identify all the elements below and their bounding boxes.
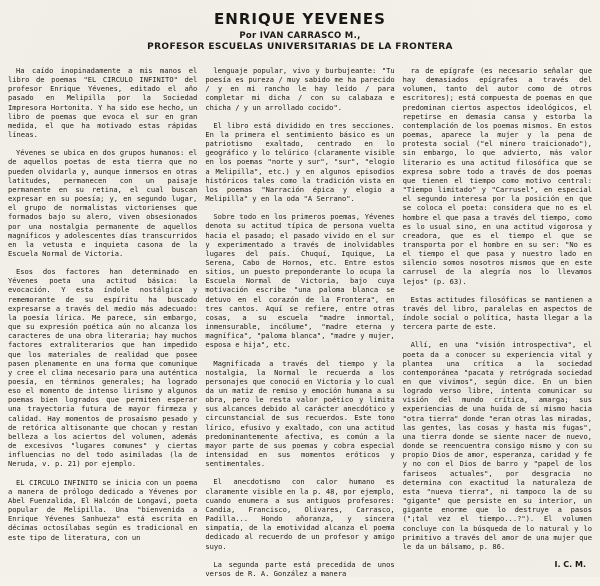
paragraph: lenguaje popular, vivo y burbujeante: "Tu poesía es pureza / muy sabido me ha parecido / y en mi rancho le hay leído / para completar mi dicha / con su calabaza e chicha / y un arrollado cocido". [205,66,395,112]
author-position: PROFESOR ESCUELAS UNIVERSITARIAS DE LA FRONTERA [147,42,453,52]
paragraph: Allí, en una "visión introspectiva", el poeta da a conocer su experiencia vital y plantea una crítica a la sociedad contemporánea "pacata y retrógrada sociedad en que vivimos", según dice. En un bien logrado verso libre, intenta comunicar su visión del mundo crítica, amarga; sus experiencias de una huida de sí mismo hacia "otra tierra" donde "eran otras las miradas, las gentes, las cosas y hasta mis fugas", una tierra donde se siente nacer de nuevo, donde se reencuentra consigo mismo y con su propio Dios de amor, esperanza, caridad y fe y no con el Dios de barro y "papel de los fariseos actuales", por desgracia no determina con exactitud la naturaleza de esta "nueva tierra", ni tampoco la de su "gigante" que persiste en su interior, un gigante enorme que lo destruye a pasos ("¡tal vez el tiempo...?"). El volumen concluye con la búsqueda de lo natural y lo primitivo a través del amor de una mujer que le da un bálsamo, p. 86. [402,340,592,551]
author-signature: I. C. M. [554,559,586,569]
article-header [8,10,592,52]
paragraph: Esos dos factores han determinado en Yévenes poeta una actitud básica: la evocación. Y esta índole nostálgica y rememorante de su espíritu ha buscado expresarse a través del medio más adecuado: la poesía lírica. Me parece, sin embargo, que su expresión poética aún no alcanza los caracteres de una obra literaria; hay muchos factores extraliterarios que han impedido que los materiales de realidad que posee pasen plenamente en una forma que comunique y cree el clima necesario para una auténtica poesía, en términos generales; ha logrado eso el momento de intenso lirismo y algunos poemas bien logrados que permiten esperar una trayectoria futura de mayor firmeza y calidad. Hay momentos de prosaísmo pesado y de retórica altisonante que chocan y restan belleza a los aciertos del volumen, además de excesivos "lugares comunes" y ciertas influencias no del todo asimiladas (la de Neruda, v. p. 21) por ejemplo. [8,267,198,469]
article-byline: Por IVAN CARRASCO M., [239,31,361,41]
paragraph: El anecdotismo con calor humano es claramente visible en la p. 48, por ejemplo, cuando enumera a sus antiguos profesores: Candia, Francisco, Olivares, Carrasco, Padilla... Hondo añoranza, y sincera simpatía, de la emotividad alcanza el poema dedicado al recuerdo de un profesor y amigo suyo. [205,477,395,551]
paragraph: Magnificada a través del tiempo y la nostalgia, la Normal le recuerda a los personajes que conoció en Victoria y lo cual da un matiz de remiso y emoción humana a su obra, pero le resta valor poético y limita sus alcances debido al carácter anecdótico y circunstancial de sus recuerdos. Este tono lírico, efusivo y exaltado, con una actitud predominantemente afectiva, es común a la mayor parte de sus poemas y cobra especial intensidad en sus momentos eróticos y sentimentales. [205,358,395,469]
article-body [8,66,592,586]
text-column-2 [205,66,394,586]
paragraph: Estas actitudes filosóficas se mantienen a través del libro, paralelas en aspectos de índole social o política, hasta llegar a la tercera parte de este. [402,294,592,332]
paragraph: ra de epígrafe (es necesario señalar que hay demasiados epígrafes a través del volumen, tanto del autor como de otros escritores); está compuesta de poemas en que predominan ciertos aspectos ideológicos, el repetirse en demasía cansa y estorba la contemplación de los poemas mismos. En estos poemas, aparece la mujer y la pena de protesta social ("el minero traicionado"), sin embargo, lo que advierto, más valor literario es una actitud filosófica que se expresa sobre todo a través de dos poemas que tienen el tiempo como motivo central: "Tiempo limitado" y "Carrusel", en especial el segundo interesa por la posición en que se coloca el poeta: considera que no es el hombre el que pasa a través del tiempo, como es lo usual sino, en una actitud vigorosa y creadora, que es el tiempo el que se transporta por el hombre en su ser: "No es el tiempo el que pasa y nuestro lado en silencio somos nosotros mismos que en este carrusel de la alegría nos lo llevamos lejos" (p. 63). [402,66,592,286]
paragraph: El libro está dividido en tres secciones. En la primera el sentimiento básico es un patriotismo exaltado, centrado en lo geográfico y lo telúrico (claramente visible en los poemas "norte y sur", "sur", "elogio a Melipilla", etc.) y en algunos episodios históricos tales como la tradición vista en los poemas "Narración épica y elogio a Melipilla" y en la oda "A Serrano". [205,120,395,204]
paragraph: Ha caído inopinadamente a mis manos el libro de poemas "EL CIRCULO INFINITO" del profesor Enrique Yévenes, editado el año pasado en Melipilla por la Sociedad Impresora Hortonita. Y ha sido ese hecho, un libro de poemas que evoca el sur en gran medida, el que ha motivado estas rápidas líneas. [8,66,198,140]
paragraph: La segunda parte está precedida de unos versos de R. A. González a manera [205,559,395,578]
paragraph: Yévenes se ubica en dos grupos humanos: el de aquellos poetas de esta tierra que no pueden olvidarla y, aunque inmersos en otras latitudes, permanecen con un paisaje permanente en su retina, el cual buscan expresar en su poesía; y, en segundo lugar, el grupo de normalistas victorienses que formados bajo su alero, viven obsesionados por una nostalgia permanente de aquellos magníficos y adolescentes días transcurridos en la vetusta e inquieta casona de la Escuela Normal de Victoria. [8,148,198,258]
text-column-1 [8,66,197,586]
paragraph: EL CIRCULO INFINITO se inicia con un poema a manera de prólogo dedicado a Yévenes por Abel Fuenzalida, El Halcón de Longaví, poeta popular de Melipilla. Una "bienvenida a Enrique Yévenes Sanhueza" está escrita en décimas octosílabas según es tradicional en este tipo de literatura, con un [8,477,198,542]
paragraph: Sobre todo en los primeros poemas, Yévenes denota su actitud típica de persona vuelta hacia el pasado; el pasado vivido en el sur y experimentado a través de inolvidables lugares del país. Chuquí, Iquique, La Serena, Cabo de Hornos, etc. Entre estos sitios, un puesto preponderante lo ocupa la Escuela Normal de Victoria, bajo cuya motivación escribe "una paloma blanca se detuvo en el corazón de la Frontera", en tres cantos. Aquí se refiere, entre otras cosas, a su escuela "madre inmortal, inmensurable, incólume", "madre eterna y magnífica", "paloma blanca", "madre y mujer, esposa e hija", etc. [205,212,395,350]
article-title: ENRIQUE YEVENES [214,10,386,28]
text-column-3 [403,66,592,586]
